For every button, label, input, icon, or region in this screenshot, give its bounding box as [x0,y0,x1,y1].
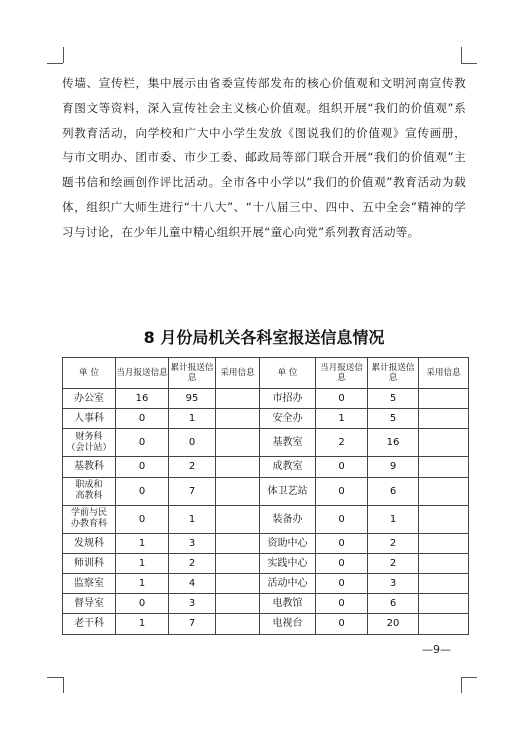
cell-adopted [419,553,469,573]
cell-unit: 资助中心 [260,533,316,553]
cell-month: 1 [116,553,169,573]
cell-total: 5 [368,389,419,409]
cell-total: 7 [169,477,216,505]
page-number: —9— [422,643,451,656]
cell-adopted [216,594,260,614]
cell-unit: 老干科 [63,614,116,634]
cell-adopted [419,614,469,634]
table-row [63,389,469,409]
cell-month: 0 [316,505,368,533]
cell-adopted [216,533,260,553]
table-row [63,573,469,593]
table-row [63,505,469,533]
cell-month: 0 [116,409,169,429]
cell-adopted [419,477,469,505]
cell-unit: 监察室 [63,573,116,593]
cell-month: 0 [316,457,368,477]
cell-unit: 人事科 [63,409,116,429]
cell-month: 0 [316,477,368,505]
body-paragraph [62,71,466,245]
cell-total: 5 [368,409,419,429]
cell-total: 2 [368,533,419,553]
cell-adopted [216,477,260,505]
cell-month: 1 [316,409,368,429]
cell-unit: 办公室 [63,389,116,409]
cell-adopted [419,429,469,457]
cell-month: 1 [116,533,169,553]
cell-month: 1 [116,573,169,593]
cell-unit: 体卫艺站 [260,477,316,505]
cell-month: 2 [316,429,368,457]
cell-total: 6 [368,594,419,614]
header-total: 累计报送信息 [169,358,216,389]
cell-unit: 督导室 [63,594,116,614]
cell-total: 1 [368,505,419,533]
cell-month: 0 [316,389,368,409]
cell-total: 1 [169,505,216,533]
cell-total: 16 [368,429,419,457]
cell-total: 1 [169,409,216,429]
table-title: 8 月份局机关各科室报送信息情况 [143,328,385,347]
cell-adopted [216,573,260,593]
cell-unit: 电视台 [260,614,316,634]
cell-unit: 电教馆 [260,594,316,614]
crop-mark-top-left-v [63,47,64,63]
header-month: 当月报送信息 [116,358,169,389]
cell-unit: 成教室 [260,457,316,477]
header-unit: 单 位 [260,358,316,389]
cell-month: 0 [316,533,368,553]
table-header-row [63,358,469,389]
cell-unit: 财务科 （会计站） [63,429,116,457]
cell-adopted [216,505,260,533]
crop-mark-bottom-right-h [461,677,477,678]
header-adopted: 采用信息 [419,358,469,389]
cell-adopted [419,389,469,409]
cell-month: 1 [116,614,169,634]
cell-adopted [216,409,260,429]
cell-month: 0 [316,553,368,573]
cell-month: 0 [116,505,169,533]
table-row [63,594,469,614]
crop-mark-top-right-h [461,63,477,64]
cell-adopted [216,429,260,457]
cell-month: 0 [116,594,169,614]
cell-total: 3 [368,573,419,593]
table-row [63,409,469,429]
cell-month: 0 [316,614,368,634]
crop-mark-bottom-left-h [47,677,63,678]
cell-total: 0 [169,429,216,457]
cell-adopted [419,409,469,429]
cell-month: 0 [116,477,169,505]
body-paragraph-text: 传墙、宣传栏，集中展示由省委宣传部发布的核心价值观和文明河南宣传教育图文等资料，深入宣传社会主义核心价值观。组织开展“我们的价值观”系列教育活动，向学校和广大中小学生发放《图说我们的价值观》宣传画册，与市文明办、团市委、市少工委、邮政局等部门联合开展“我们的价值观”主题书信和绘画创作评比活动。全市各中小学以“我们的价值观”教育活动为载体，组织广大师生进行“十八大”、“十八届三中、四中、五中全会”精神的学习与讨论，在少年儿童中精心组织开展“童心向党”系列教育活动等。 [62,76,466,239]
cell-adopted [216,614,260,634]
table-row [63,553,469,573]
cell-total: 4 [169,573,216,593]
cell-adopted [419,573,469,593]
cell-total: 3 [169,594,216,614]
cell-unit: 活动中心 [260,573,316,593]
cell-unit: 装备办 [260,505,316,533]
cell-total: 2 [169,457,216,477]
cell-month: 0 [316,594,368,614]
cell-total: 2 [368,553,419,573]
header-total: 累计报送信息 [368,358,419,389]
cell-unit: 发规科 [63,533,116,553]
cell-total: 20 [368,614,419,634]
cell-adopted [419,505,469,533]
cell-unit: 基教科 [63,457,116,477]
cell-adopted [419,457,469,477]
cell-adopted [216,457,260,477]
cell-adopted [216,553,260,573]
header-unit: 单 位 [63,358,116,389]
header-adopted: 采用信息 [216,358,260,389]
cell-total: 9 [368,457,419,477]
cell-month: 0 [116,457,169,477]
crop-mark-bottom-left-v [63,677,64,693]
cell-unit: 基教室 [260,429,316,457]
crop-mark-top-left-h [47,63,63,64]
table-row [63,533,469,553]
cell-total: 6 [368,477,419,505]
crop-mark-bottom-right-v [461,677,462,693]
cell-total: 2 [169,553,216,573]
crop-mark-top-right-v [461,47,462,63]
cell-adopted [419,533,469,553]
cell-month: 0 [316,573,368,593]
cell-unit: 安全办 [260,409,316,429]
cell-month: 16 [116,389,169,409]
cell-month: 0 [116,429,169,457]
table-row [63,614,469,634]
table-row [63,429,469,457]
cell-unit: 学前与民 办教育科 [63,505,116,533]
cell-adopted [216,389,260,409]
table-row [63,457,469,477]
cell-unit: 职成和 高教科 [63,477,116,505]
header-month: 当月报送信息 [316,358,368,389]
cell-adopted [419,594,469,614]
cell-unit: 市招办 [260,389,316,409]
cell-total: 3 [169,533,216,553]
table-row [63,477,469,505]
cell-unit: 实践中心 [260,553,316,573]
cell-unit: 师训科 [63,553,116,573]
report-table [62,357,469,635]
cell-total: 95 [169,389,216,409]
cell-total: 7 [169,614,216,634]
